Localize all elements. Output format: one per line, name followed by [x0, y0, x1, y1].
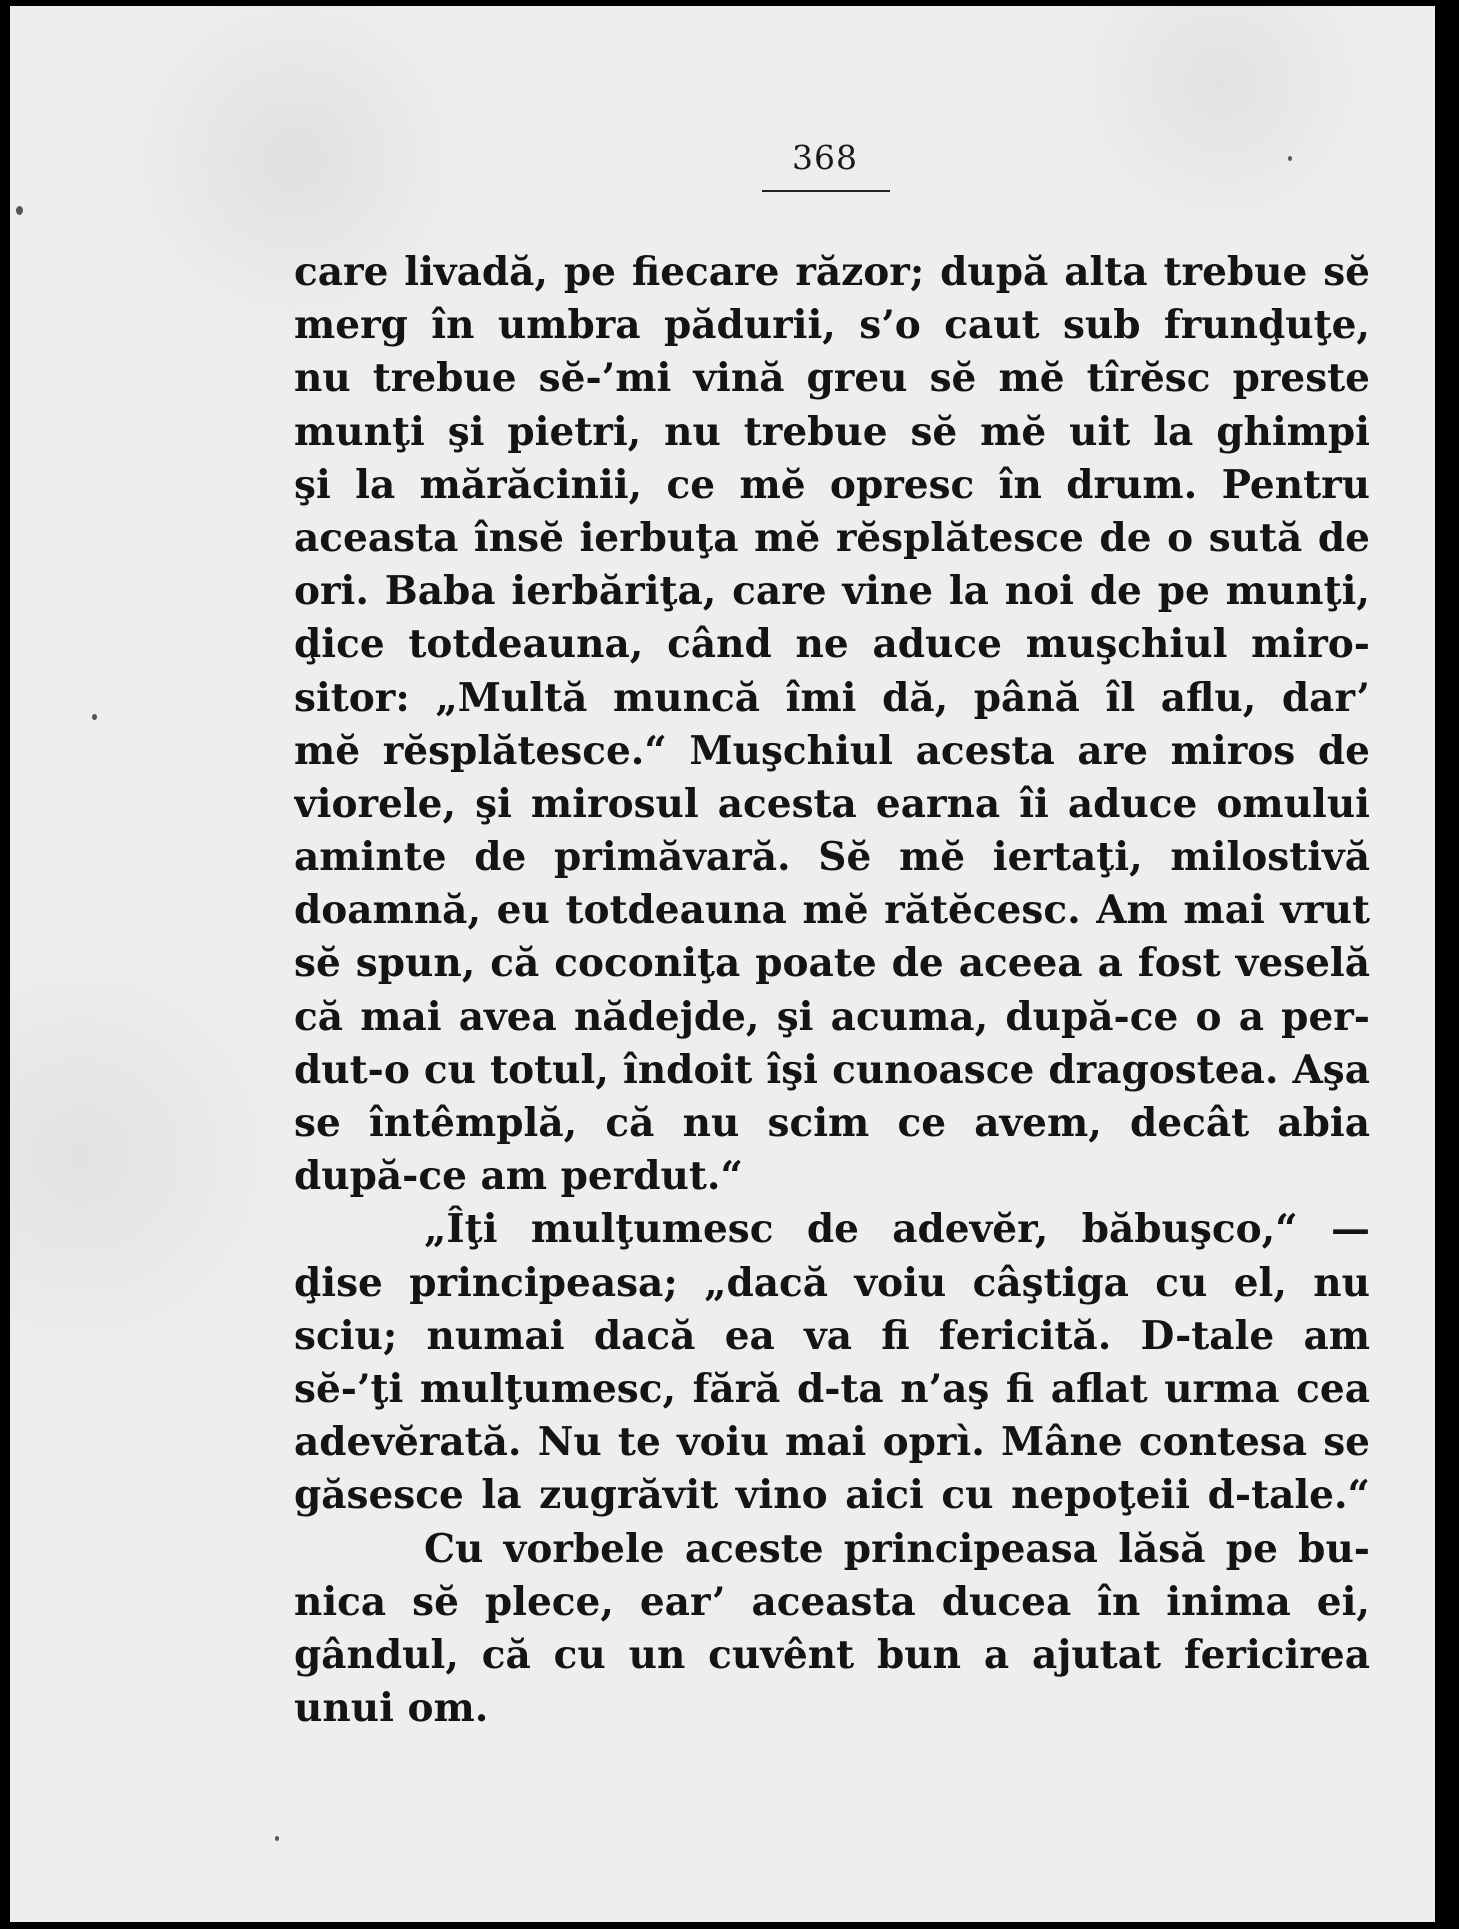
text-line: unui om. — [294, 1685, 489, 1732]
page-number-rule — [762, 190, 890, 192]
text-line: viorele, şi mirosul acesta earna îi aduce omului — [294, 780, 1370, 827]
text-line: se întêmplă, că nu scim ce avem, decât abia — [294, 1100, 1370, 1146]
text-line: mĕ rĕsplătesce.“ Muşchiul acesta are miros de — [294, 727, 1370, 774]
text-line: după-ce am perdut.“ — [294, 1153, 743, 1200]
body-text — [294, 246, 1370, 1735]
page-number: 368 — [792, 138, 858, 177]
text-line: găsesce la zugrăvit vino aici cu nepoţeii d-tale.“ — [294, 1472, 1370, 1519]
ink-speck — [275, 1836, 279, 1841]
text-line: gândul, că cu un cuvênt bun a ajutat fericirea — [294, 1631, 1370, 1678]
text-line: ori. Baba ierbăriţa, care vine la noi de pe munţi, — [294, 568, 1370, 615]
text-line: ḑice totdeauna, când ne aduce muşchiul miro- — [294, 621, 1370, 668]
text-line: Cu vorbele aceste principeasa lăsă pe bu- — [424, 1525, 1370, 1572]
ink-speck — [92, 714, 97, 720]
text-line: nica sĕ plece, ear’ aceasta ducea în inima ei, — [294, 1578, 1370, 1625]
text-line: munţi şi pietri, nu trebue sĕ mĕ uit la ghimpi — [294, 408, 1370, 455]
text-line: merg în umbra pădurii, s’o caut sub frunḑuţe, — [294, 302, 1370, 349]
text-line: aminte de primăvară. Sĕ mĕ iertaţi, milostivă — [294, 834, 1370, 881]
text-line: care livadă, pe fiecare răzor; după alta trebue sĕ — [294, 249, 1370, 295]
ink-speck — [1288, 156, 1292, 161]
text-line: nu trebue sĕ-’mi vină greu sĕ mĕ tîrĕsc preste — [294, 355, 1370, 402]
text-line: sĕ-’ţi mulţumesc, fără d-ta n’aş fi aflat urma cea — [294, 1365, 1370, 1412]
text-line: dut-o cu totul, îndoit îşi cunoasce dragostea. Aşa — [294, 1046, 1370, 1093]
text-line: sitor: „Multă muncă îmi dă, până îl aflu, dar’ — [294, 674, 1370, 721]
text-line: adevĕrată. Nu te voiu mai oprì. Mâne contesa se — [294, 1419, 1370, 1466]
text-line: ḑise principeasa; „dacă voiu câştiga cu el, nu — [294, 1259, 1370, 1306]
text-line: „Îţi mulţumesc de adevĕr, băbuşco,“ — — [424, 1206, 1370, 1253]
book-page — [10, 6, 1435, 1922]
text-line: doamnă, eu totdeauna mĕ rătĕcesc. Am mai vrut — [294, 887, 1370, 934]
text-line: aceasta însĕ ierbuţa mĕ rĕsplătesce de o sută de — [294, 514, 1370, 561]
text-line: şi la mărăcinii, ce mĕ opresc în drum. Pentru — [294, 461, 1370, 508]
ink-speck — [16, 206, 23, 215]
text-line: sĕ spun, că coconiţa poate de aceea a fost veselă — [294, 940, 1370, 987]
text-line: că mai avea nădejde, şi acuma, după-ce o a per- — [294, 993, 1370, 1040]
text-line: sciu; numai dacă ea va fi fericită. D-tale am — [294, 1312, 1370, 1359]
